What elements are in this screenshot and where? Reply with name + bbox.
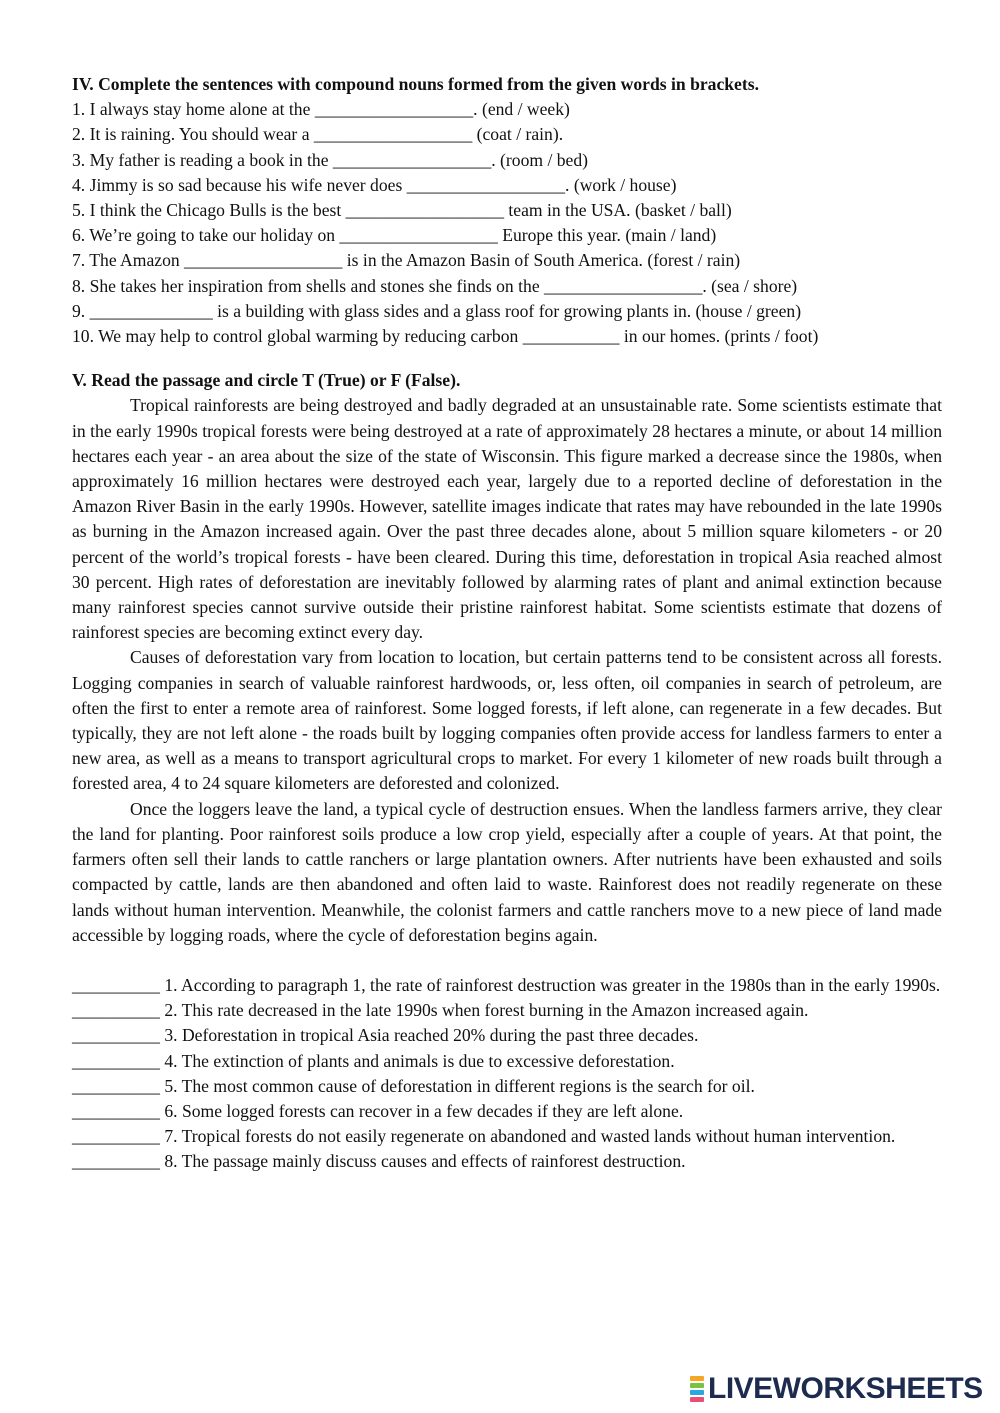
section-5-heading: V. Read the passage and circle T (True) or F (False). [72, 370, 461, 391]
logo-bar [690, 1376, 704, 1381]
compound-noun-item: 6. We’re going to take our holiday on __________________ Europe this year. (main / land) [72, 225, 717, 246]
true-false-statement: __________ 8. The passage mainly discuss causes and effects of rainforest destruction. [72, 1151, 686, 1172]
reading-passage [72, 393, 942, 947]
true-false-statement: __________ 2. This rate decreased in the late 1990s when forest burning in the Amazon increased again. [72, 1000, 809, 1021]
compound-noun-item: 7. The Amazon __________________ is in the Amazon Basin of South America. (forest / rain) [72, 250, 741, 271]
compound-noun-item: 8. She takes her inspiration from shells and stones she finds on the __________________. (sea / shore) [72, 275, 798, 296]
section-4-list [72, 97, 942, 349]
compound-noun-item: 9. ______________ is a building with glass sides and a glass roof for growing plants in. (house / green) [72, 300, 802, 321]
true-false-statements [72, 973, 942, 1175]
worksheet-page [72, 72, 942, 1175]
true-false-statement: __________ 6. Some logged forests can recover in a few decades if they are left alone. [72, 1100, 684, 1121]
passage-paragraph-3: Once the loggers leave the land, a typical cycle of destruction ensues. When the landless farmers arrive, they clear the land for planting. Poor rainforest soils produce a low crop yield, especially after a couple of years. At that point, the farmers often sell their lands to cattle ranchers or large plantation owners. After nutrients have been exhausted and soils compacted by cattle, lands are then abandoned and often laid to waste. Rainforest does not readily regenerate on these lands without human intervention. Meanwhile, the colonist farmers and cattle ranchers move to a new piece of land made accessible by logging roads, where the cycle of deforestation begins again. [72, 798, 942, 945]
logo-bar [690, 1397, 704, 1402]
passage-paragraph-1: Tropical rainforests are being destroyed and badly degraded at an unsustainable rate. Some scientists estimate that in the early 1990s tropical forests were being destroyed at a rate of approximately 28 hectares a minute, or about 14 million hectares each year - an area about the size of the state of Wisconsin. This figure marked a decrease since the 1980s, when approximately 16 million hectares were destroyed each year, largely due to a reported decline of deforestation in the Amazon River Basin in the early 1990s. However, satellite images indicate that rates may have rebounded in the late 1990s as burning in the Amazon increased again. Over the past three decades alone, about 5 million square kilometers - or 20 percent of the world’s tropical forests - have been cleared. During this time, deforestation in tropical Asia reached almost 30 percent. High rates of deforestation are inevitably followed by alarming rates of plant and animal extinction because many rainforest species cannot survive outside their pristine rainforest habitat. Some scientists estimate that dozens of rainforest species are becoming extinct every day. [72, 395, 942, 643]
compound-noun-item: 3. My father is reading a book in the __________________. (room / bed) [72, 149, 588, 170]
section-4-heading: IV. Complete the sentences with compound nouns formed from the given words in brackets. [72, 74, 759, 94]
true-false-statement: __________ 3. Deforestation in tropical Asia reached 20% during the past three decades. [72, 1025, 699, 1046]
compound-noun-item: 4. Jimmy is so sad because his wife never does __________________. (work / house) [72, 174, 677, 195]
compound-noun-item: 10. We may help to control global warming by reducing carbon ___________ in our homes. (prints / foot) [72, 326, 819, 347]
compound-noun-item: 2. It is raining. You should wear a __________________ (coat / rain). [72, 124, 564, 145]
logo-text: LIVEWORKSHEETS [708, 1372, 983, 1405]
compound-noun-item: 1. I always stay home alone at the __________________. (end / week) [72, 99, 570, 120]
compound-noun-item: 5. I think the Chicago Bulls is the best __________________ team in the USA. (basket / ball) [72, 200, 732, 221]
logo-icon [690, 1376, 704, 1402]
section-spacer [72, 349, 942, 368]
logo-bar [690, 1383, 704, 1388]
logo-bar [690, 1390, 704, 1395]
liveworksheets-logo[interactable] [690, 1374, 983, 1404]
true-false-statement: __________ 7. Tropical forests do not easily regenerate on abandoned and wasted lands without human intervention. [72, 1126, 896, 1147]
passage-paragraph-2: Causes of deforestation vary from location to location, but certain patterns tend to be consistent across all forests. Logging companies in search of valuable rainforest hardwoods, or, less often, oil companies in search of petroleum, are often the first to enter a remote area of rainforest. Some logged forests, if left alone, can regenerate in a few decades. But typically, they are not left alone - the roads built by logging companies often provide access for landless farmers to enter a new area, as well as a means to transport agricultural crops to market. For every 1 kilometer of new roads built through a forested area, 4 to 24 square kilometers are deforested and colonized. [72, 647, 942, 794]
true-false-statement: __________ 5. The most common cause of deforestation in different regions is the search for oil. [72, 1075, 755, 1096]
true-false-statement: __________ 4. The extinction of plants and animals is due to excessive deforestation. [72, 1050, 675, 1071]
true-false-statement: __________ 1. According to paragraph 1, the rate of rainforest destruction was greater in the 1980s than in the early 1990s. [72, 974, 941, 995]
section-spacer [72, 948, 942, 973]
